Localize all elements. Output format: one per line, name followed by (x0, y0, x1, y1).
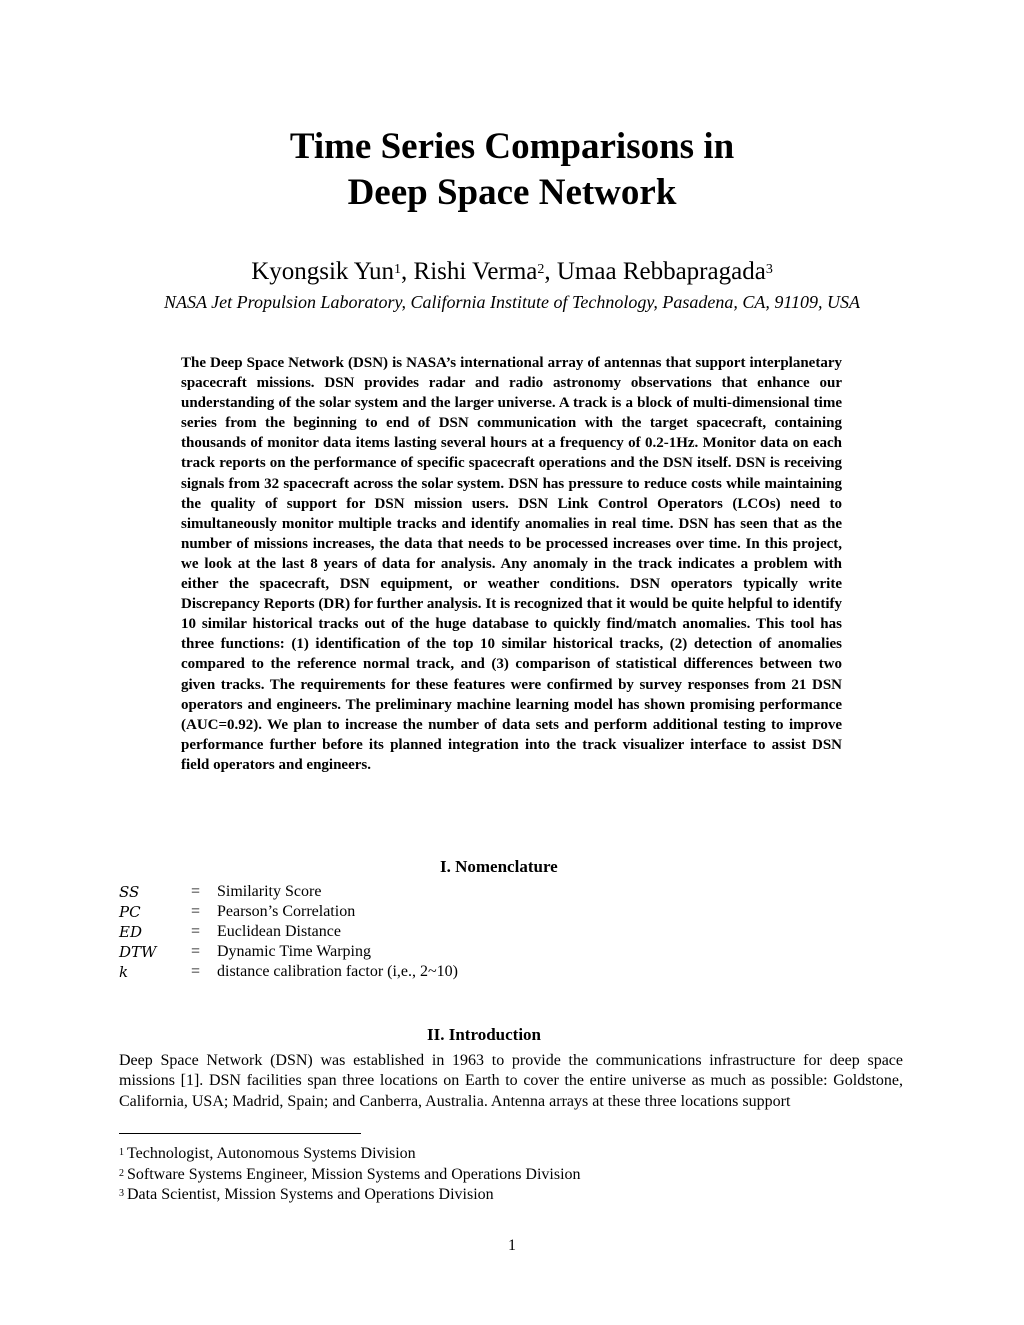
nomenclature-symbol: ED (119, 923, 142, 941)
introduction-paragraph: Deep Space Network (DSN) was established in 1963 to provide the communications infrastructure for deep space missions [1]. DSN facilities span three locations on Earth to cover the entire universe as much as possible: Goldstone, California, USA; Madrid, Spain; and Canberra, Australia. Antenna arrays at these three locations support (119, 1052, 903, 1110)
footnote-list (119, 1144, 581, 1206)
title-line-1: Time Series Comparisons in (289, 126, 735, 167)
nomenclature-item (119, 882, 458, 902)
nomenclature-definition: Dynamic Time Warping (217, 943, 371, 960)
title-line-2: Deep Space Network (347, 172, 677, 213)
nomenclature-item (119, 922, 458, 942)
author-mark: 2 (537, 262, 545, 277)
nomenclature-item (119, 942, 458, 962)
nomenclature-list (119, 882, 458, 982)
nomenclature-definition: Similarity Score (217, 883, 322, 900)
author-mark: 1 (394, 262, 402, 277)
nomenclature-equals: = (191, 963, 201, 980)
nomenclature-item (119, 902, 458, 922)
nomenclature-equals: = (191, 903, 201, 920)
abstract: The Deep Space Network (DSN) is NASA’s international array of antennas that support interplanetary spacecraft missions. DSN provides radar and radio astronomy observations that enhance our understanding of the solar system and the larger universe. A track is a block of multi-dimensional time series from the beginning to end of DSN communication with the target spacecraft, containing thousands of monitor data items lasting several hours at a frequency of 0.2-1Hz. Monitor data on each track reports on the performance of specific spacecraft operations and the DSN itself. DSN is receiving signals from 32 spacecraft across the solar system. DSN has pressure to reduce costs while maintaining the quality of support for DSN mission users. DSN Link Control Operators (LCOs) need to simultaneously monitor multiple tracks and identify anomalies in real time. DSN has seen that as the number of missions increases, the data that needs to be processed increases over time. In this project, we look at the last 8 years of data for analysis. Any anomaly in the track indicates a problem with either the spacecraft, DSN equipment, or weather conditions. DSN operators typically write Discrepancy Reports (DR) for further analysis. It is recognized that it would be quite helpful to identify 10 similar historical tracks out of the huge database to quickly find/match anomalies. This tool has three functions: (1) identification of the top 10 similar historical tracks, (2) detection of anomalies compared to the reference normal track, and (3) comparison of statistical differences between two given tracks. The requirements for these features were confirmed by survey responses from 21 DSN operators and engineers. The preliminary machine learning model has shown promising performance (AUC=0.92). We plan to increase the number of data sets and perform additional testing to improve performance further before its planned integration into the track visualizer interface to assist DSN field operators and engineers. (181, 355, 842, 773)
nomenclature-symbol: k (119, 963, 129, 981)
footnote (119, 1144, 581, 1165)
paper-title (0, 124, 1024, 216)
author-list: Kyongsik Yun$^1$, Rishi Verma$^2$, Umaa Rebbapragada$^3$ (251, 258, 773, 285)
section-heading-introduction: II. Introduction (427, 1025, 541, 1044)
footnote (119, 1165, 581, 1186)
author-name: Kyongsik Yun (251, 258, 395, 285)
nomenclature-symbol: SS (119, 883, 140, 901)
author-name: Rishi Verma (413, 258, 538, 285)
nomenclature-equals: = (191, 923, 201, 940)
footnote (119, 1185, 581, 1206)
nomenclature-symbol: PC (119, 903, 141, 921)
author-name: Umaa Rebbapragada (556, 258, 766, 285)
nomenclature-item (119, 962, 458, 982)
affiliation: NASA Jet Propulsion Laboratory, California Institute of Technology, Pasadena, CA, 91109, USA (164, 292, 860, 312)
nomenclature-definition: Pearson’s Correlation (217, 903, 356, 920)
footnote-mark: 1 (119, 1147, 124, 1158)
nomenclature-definition: Euclidean Distance (217, 923, 341, 940)
nomenclature-symbol: DTW (119, 943, 157, 961)
footnote-text: Data Scientist, Mission Systems and Operations Division (127, 1186, 494, 1203)
footnote-mark: 3 (119, 1188, 124, 1199)
section-heading-nomenclature: I. Nomenclature (440, 857, 558, 876)
footnote-divider (119, 1133, 361, 1134)
nomenclature-equals: = (191, 883, 201, 900)
page-number: 1 (508, 1237, 516, 1254)
footnote-text: Technologist, Autonomous Systems Division (127, 1145, 416, 1162)
footnote-mark: 2 (119, 1167, 124, 1179)
nomenclature-definition: distance calibration factor (i,e., 2~10) (217, 963, 458, 980)
nomenclature-equals: = (191, 943, 201, 960)
author-mark: 3 (765, 262, 773, 277)
footnote-text: Software Systems Engineer, Mission Systems and Operations Division (127, 1165, 581, 1183)
